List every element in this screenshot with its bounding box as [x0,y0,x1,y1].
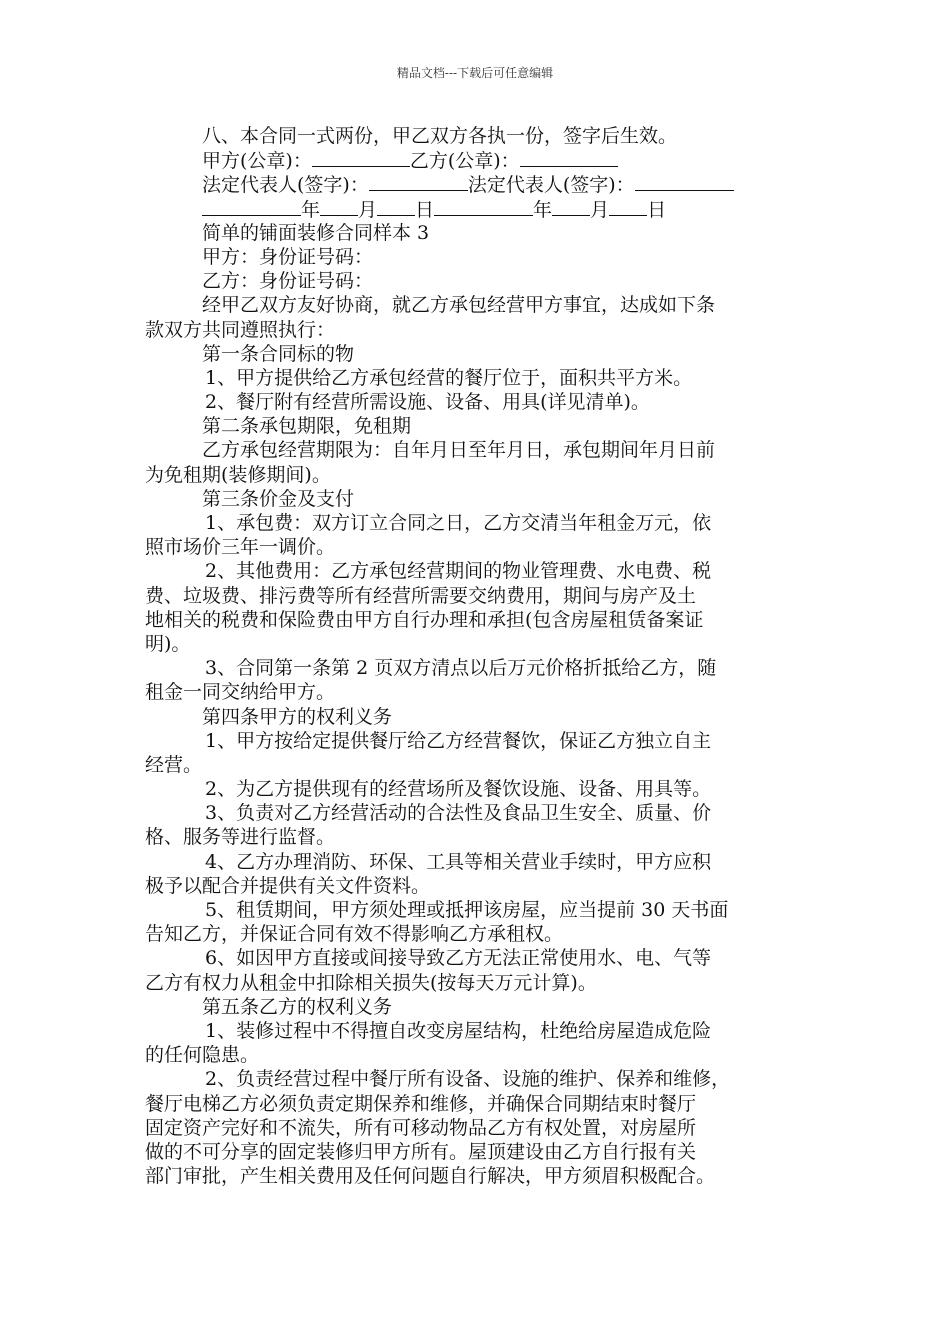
article-1-heading: 第一条合同标的物 [202,342,355,365]
party-b-seal-blank [520,148,618,167]
article-3-item-1-line-2: 照市场价三年一调价。 [145,536,336,559]
page-header: 精品文档---下载后可任意编辑 [396,66,554,80]
article-3-item-3-line-1: 3、合同第一条第 2 页双方清点以后万元价格折抵给乙方，随 [205,657,717,680]
date-b-year: 年 [533,198,553,221]
article-5-item-2-line-5: 部门审批，产生相关费用及任何问题自行解决，甲方须眉积极配合。 [145,1165,716,1188]
article-4-item-1-line-1: 1、甲方按给定提供餐厅给乙方经营餐饮，保证乙方独立自主 [205,729,712,752]
article-5-item-2-line-2: 餐厅电梯乙方必须负责定期保养和维修，并确保合同期结束时餐厅 [145,1092,697,1115]
date-b-month-blank [552,197,590,216]
article-3-item-2-line-4: 明)。 [145,632,191,655]
date-b-day-blank [609,197,647,216]
preamble-line-2: 款双方共同遵照执行： [145,318,336,341]
article-5-item-2-line-4: 做的不可分享的固定装修归甲方所有。屋顶建设由乙方自行报有关 [145,1140,697,1163]
party-b-id-line: 乙方：身份证号码： [202,270,374,293]
party-a-seal-label: 甲方(公章)： [202,150,312,173]
date-a-day: 日 [415,198,435,221]
article-3-heading: 第三条价金及支付 [202,487,355,510]
article-4-item-4-line-1: 4、乙方办理消防、环保、工具等相关营业手续时，甲方应积 [205,850,712,873]
document-body [145,124,810,1188]
article-3-item-3-line-2: 租金一同交纳给甲方。 [145,681,336,704]
article-5-item-1-line-1: 1、装修过程中不得擅自改变房屋结构，杜绝给房屋造成危险 [205,1019,712,1042]
article-3-item-2-line-1: 2、其他费用：乙方承包经营期间的物业管理费、水电费、税 [205,560,712,583]
party-b-rep-blank [635,172,734,191]
article-5-item-2-line-3: 固定资产完好和不流失，所有可移动物品乙方有权处置，对房屋所 [145,1116,697,1139]
article-4-item-6-line-1: 6、如因甲方直接或间接导致乙方无法正常使用水、电、气等 [205,947,712,970]
article-4-item-2: 2、为乙方提供现有的经营场所及餐饮设施、设备、用具等。 [205,778,712,801]
article-5-item-2-line-1: 2、负责经营过程中餐厅所有设备、设施的维护、保养和维修， [205,1068,731,1091]
article-4-item-5-line-1: 5、租赁期间，甲方须处理或抵押该房屋，应当提前 30 天书面 [205,899,729,921]
date-b-month: 月 [590,198,610,221]
article-4-heading: 第四条甲方的权利义务 [202,705,393,728]
article-3-item-1-line-1: 1、承包费：双方订立合同之日，乙方交清当年租金万元，依 [205,512,712,534]
article-3-item-2-line-3: 地相关的税费和保险费由甲方自行办理和承担(包含房屋租赁备案证 [145,608,704,631]
article-1-item-2: 2、餐厅附有经营所需设施、设备、用具(详见清单)。 [205,391,650,414]
article-1-item-1: 1、甲方提供给乙方承包经营的餐厅位于，面积共平方米。 [205,366,693,389]
date-line [145,197,810,221]
article-4-item-3-line-2: 格、服务等进行监督。 [145,826,336,849]
party-b-rep-label: 法定代表人(签字)： [467,174,635,197]
article-4-item-1-line-2: 经营。 [145,753,203,776]
party-b-seal-label: 乙方(公章)： [409,150,520,173]
signature-seal-line [145,148,810,172]
article-3-item-2-line-2: 费、垃圾费、排污费等所有经营所需要交纳费用，期间与房产及土 [145,584,697,607]
article-4-item-5-line-2: 告知乙方，并保证合同有效不得影响乙方承租权。 [145,923,564,946]
party-a-id-line: 甲方：身份证号码： [202,245,374,268]
date-a-day-blank [377,197,415,216]
article-4-item-6-line-2: 乙方有权力从租金中扣除相关损失(按每天万元计算)。 [145,971,597,994]
party-a-rep-blank [369,172,468,191]
clause-8-line: 八、本合同一式两份，甲乙双方各执一份，签字后生效。 [202,125,678,147]
legal-rep-line [145,172,810,196]
article-5-item-1-line-2: 的任何隐患。 [145,1044,260,1067]
article-2-text-2: 为免租期(装修期间)。 [145,463,331,486]
date-a-year-blank [202,197,301,216]
section-title: 简单的铺面装修合同样本 3 [202,221,430,244]
article-2-text-1: 乙方承包经营期限为：自年月日至年月日，承包期间年月日前 [202,439,716,462]
date-a-month-blank [320,197,358,216]
preamble-line-1: 经甲乙双方友好协商，就乙方承包经营甲方事宜，达成如下条 [202,294,716,317]
article-5-heading: 第五条乙方的权利义务 [202,995,393,1018]
date-b-day: 日 [647,198,667,221]
date-a-year: 年 [301,198,321,221]
article-4-item-4-line-2: 极予以配合并提供有关文件资料。 [145,874,431,897]
article-2-heading: 第二条承包期限，免租期 [202,415,412,438]
date-a-month: 月 [358,198,378,221]
article-4-item-3-line-1: 3、负责对乙方经营活动的合法性及食品卫生安全、质量、价 [205,802,712,825]
date-b-year-blank [434,197,533,216]
party-a-rep-label: 法定代表人(签字)： [202,174,369,197]
party-a-seal-blank [312,148,410,167]
